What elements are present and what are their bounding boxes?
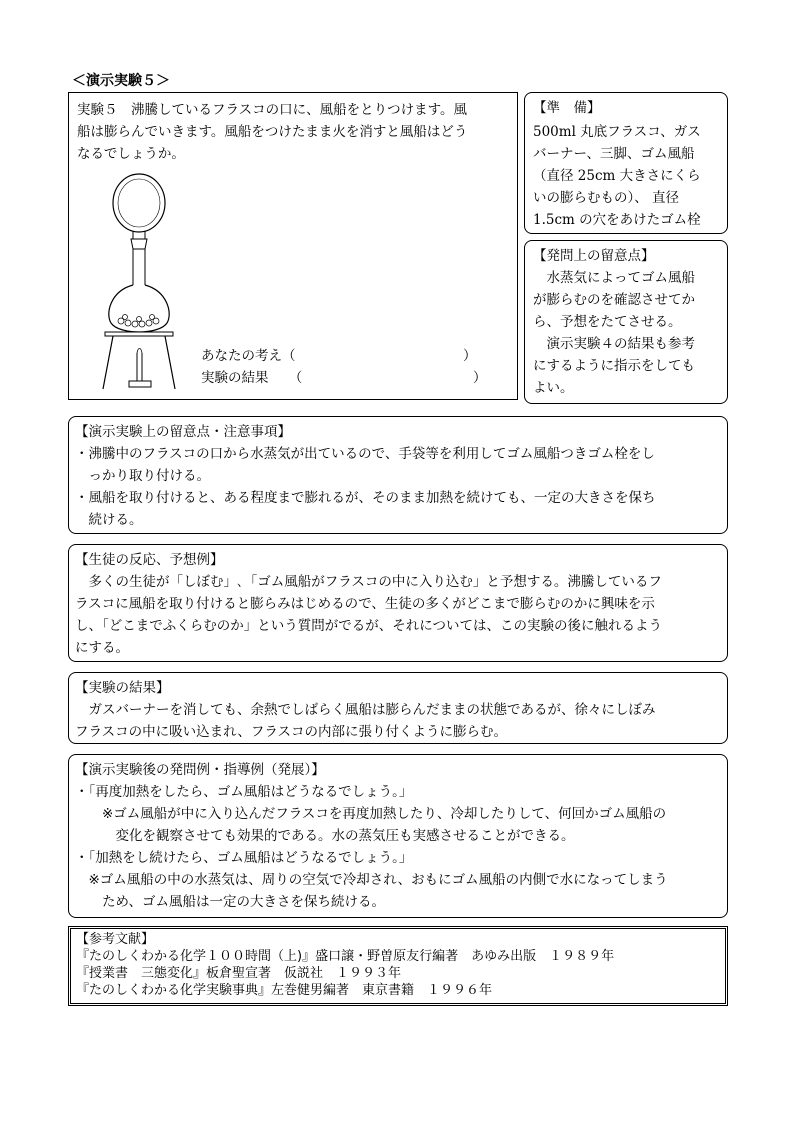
result-close: ） (473, 370, 487, 386)
preparation-heading: 【準 備】 (533, 100, 601, 116)
question-notes-line: ら、予想をたてさせる。 (533, 314, 682, 330)
question-notes-line: にするように指示をしても (533, 358, 695, 374)
student-reactions-line: 多くの生徒が「しぼむ」､「ゴム風船がフラスコの中に入り込む」と予想する。沸騰しているフ (75, 574, 662, 590)
results-box (68, 672, 728, 744)
followup-line: ※ゴム風船が中に入り込んだフラスコを再度加熱したり、冷却したりして、何回かゴム風船の (75, 806, 667, 822)
experiment-line: なるでしょうか。 (77, 146, 185, 162)
your-idea-label: あなたの考え（ (201, 348, 296, 364)
flask-apparatus-illustration (91, 163, 201, 393)
student-reactions-heading: 【生徒の反応、予想例】 (75, 552, 224, 568)
student-reactions-line: し、「どこまでふくらむのか」という質問がでるが、それについては、この実験の後に触れるよう (75, 618, 662, 634)
followup-line: ため、ゴム風船は一定の大きさを保ち続ける。 (75, 894, 385, 910)
followup-line: ・「加熱をし続けたら、ゴム風船はどうなるでしょう。」 (75, 850, 413, 866)
student-reactions-box (68, 544, 728, 662)
preparation-line: 1.5cm の穴をあけたゴム栓 (533, 212, 701, 228)
preparation-line: （直径 25cm 大きさにくら (533, 168, 701, 184)
question-notes-heading: 【発問上の留意点】 (533, 248, 655, 264)
followup-line: ・「再度加熱をしたら、ゴム風船はどうなるでしょう。」 (75, 784, 413, 800)
followup-heading: 【演示実験後の発問例・指導例（発展）】 (75, 762, 325, 778)
question-notes-line: が膨らむのを確認させてか (533, 292, 695, 308)
reference-item: 『たのしくわかる化学実験事典』左巻健男編著 東京書籍 １９９６年 (76, 983, 493, 998)
question-notes-line: 水蒸気によってゴム風船 (533, 270, 695, 286)
reference-item: 『授業書 三態変化』板倉聖宣著 仮説社 １９９３年 (76, 966, 402, 981)
cautions-heading: 【演示実験上の留意点・注意事項】 (75, 424, 291, 440)
preparation-line: いの膨らむもの）、 直径 (533, 190, 680, 206)
references-heading: 【参考文献】 (76, 932, 155, 947)
page-title: ＜演示実験５＞ (72, 73, 170, 89)
followup-line: ※ゴム風船の中の水蒸気は、周りの空気で冷却され、おもにゴム風船の内側で水になってしまう (75, 872, 668, 888)
preparation-line: バーナー、三脚、ゴム風船 (533, 146, 695, 162)
followup-line: 変化を観察させても効果的である。水の蒸気圧も実感させることができる。 (75, 828, 575, 844)
preparation-line: 500ml 丸底フラスコ、ガス (533, 124, 701, 140)
student-reactions-line: ラスコに風船を取り付けると膨らみはじめるので、生徒の多くがどこまで膨らむのかに興味を示 (75, 596, 655, 612)
student-reactions-line: にする。 (75, 640, 129, 656)
cautions-line: っかり取り付ける。 (75, 468, 210, 484)
results-line: ガスバーナーを消しても、余熱でしばらく風船は膨らんだままの状態であるが、徐々にしぼみ (75, 702, 656, 718)
question-notes-box (524, 240, 728, 404)
cautions-box (68, 416, 728, 534)
result-label: 実験の結果 （ (201, 370, 303, 386)
question-notes-line: 演示実験４の結果も参考 (533, 336, 695, 352)
experiment-box (68, 92, 518, 400)
results-heading: 【実験の結果】 (75, 680, 170, 696)
reference-item: 『たのしくわかる化学１００時間（上)』盛口譲・野曽原友行編著 あゆみ出版 １９８９年 (76, 949, 615, 964)
cautions-line: ・風船を取り付けると、ある程度まで膨れるが、そのまま加熱を続けても、一定の大きさを保ち (75, 490, 656, 506)
your-idea-close: ） (463, 348, 477, 364)
cautions-line: 続ける。 (75, 512, 143, 528)
experiment-line: 船は膨らんでいきます。風船をつけたまま火を消すと風船はどう (77, 124, 468, 140)
results-line: フラスコの中に吸い込まれ、フラスコの内部に張り付くように膨らむ。 (75, 724, 507, 740)
experiment-line: 実験５ 沸騰しているフラスコの口に、風船をとりつけます。風 (77, 102, 468, 118)
preparation-box (524, 92, 728, 234)
cautions-line: ・沸騰中のフラスコの口から水蒸気が出ているので、手袋等を利用してゴム風船つきゴム栓をし (75, 446, 655, 462)
question-notes-line: よい。 (533, 380, 574, 396)
references-box (68, 926, 728, 1006)
followup-box (68, 754, 728, 918)
